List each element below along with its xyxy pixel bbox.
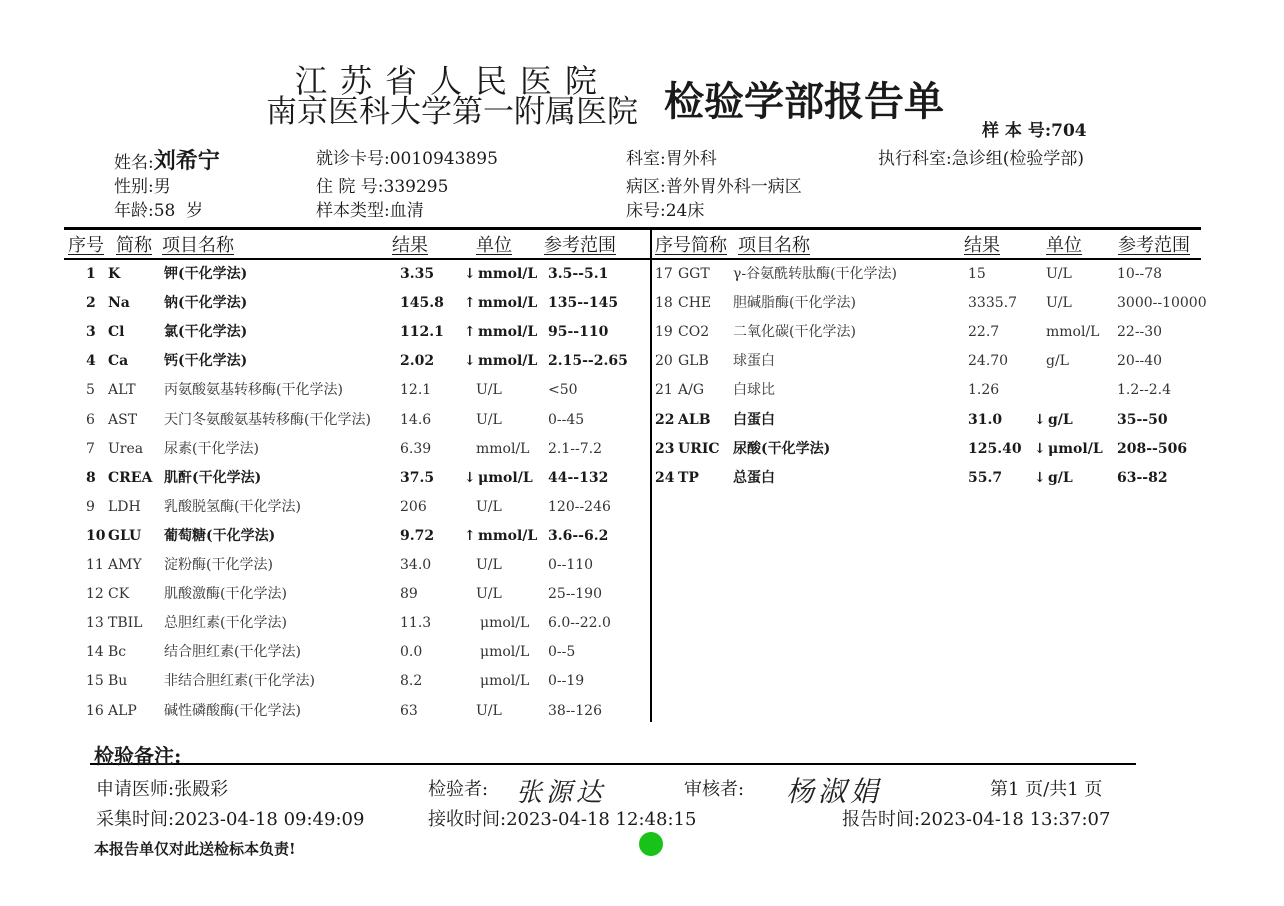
row-flag: ↓ — [464, 266, 476, 282]
row-result: 3335.7 — [968, 295, 1017, 312]
row-abbr: CHE — [678, 295, 712, 312]
bed-number: 床号:24床 — [626, 201, 705, 221]
row-abbr: Bc — [108, 644, 127, 661]
remark-rule — [90, 763, 1136, 765]
row-range: 135--145 — [548, 295, 619, 312]
row-abbr: CK — [108, 586, 130, 603]
row-range: 10--78 — [1117, 266, 1163, 282]
row-item-name: 总胆红素(干化学法) — [164, 615, 287, 632]
row-flag: ↑ — [464, 527, 476, 544]
patient-name-row — [114, 149, 220, 175]
row-abbr: Na — [108, 295, 130, 312]
row-abbr: GLU — [108, 527, 142, 544]
row-unit: g/L — [1048, 411, 1073, 428]
column-divider — [650, 230, 652, 722]
row-unit: U/L — [476, 382, 502, 399]
row-range: 208--506 — [1117, 440, 1188, 457]
patient-gender: 性别:男 — [114, 177, 171, 197]
header-result-right: 结果 — [964, 235, 1000, 256]
receive-time: 接收时间:2023-04-18 12:48:15 — [428, 809, 697, 830]
row-range: 0--110 — [548, 557, 594, 573]
patient-age: 年龄:58 岁 — [114, 201, 204, 221]
row-flag: ↓ — [464, 469, 476, 486]
admission-number: 住 院 号:339295 — [316, 177, 449, 197]
row-number: 2 — [86, 295, 96, 312]
patient-name-label: 姓名: — [114, 153, 154, 173]
row-unit: μmol/L — [1048, 440, 1103, 457]
row-range: 25--190 — [548, 586, 602, 603]
row-abbr: Ca — [108, 353, 129, 370]
report-title: 检验学部报告单 — [664, 78, 944, 125]
green-marker-dot — [639, 832, 663, 856]
row-result: 15 — [968, 266, 986, 282]
disclaimer: 本报告单仅对此送检标本负责! — [94, 840, 296, 858]
row-item-name: 肌酐(干化学法) — [164, 469, 262, 486]
row-number: 20 — [655, 353, 673, 370]
row-result: 14.6 — [400, 411, 432, 428]
row-unit: U/L — [1046, 295, 1072, 312]
patient-name: 刘希宁 — [153, 148, 220, 174]
row-number: 14 — [86, 644, 104, 661]
row-result: 206 — [400, 498, 427, 515]
row-range: 6.0--22.0 — [548, 615, 611, 632]
row-result: 8.2 — [400, 673, 423, 690]
row-range: <50 — [548, 382, 578, 399]
row-abbr: URIC — [678, 440, 720, 457]
row-range: 63--82 — [1117, 469, 1168, 486]
row-unit: mmol/L — [478, 266, 538, 282]
row-number: 19 — [655, 324, 673, 341]
row-abbr: Bu — [108, 673, 128, 690]
department: 科室:胃外科 — [626, 149, 717, 169]
row-number: 10 — [86, 527, 106, 544]
row-range: 22--30 — [1117, 324, 1163, 341]
card-number: 就诊卡号:0010943895 — [316, 149, 498, 169]
row-number: 13 — [86, 615, 104, 632]
header-item: 项目名称 — [162, 235, 234, 256]
row-unit: U/L — [476, 498, 502, 515]
row-item-name: 氯(干化学法) — [164, 324, 248, 341]
row-unit: U/L — [476, 557, 502, 573]
row-number: 15 — [86, 673, 104, 690]
page-info: 第1 页/共1 页 — [990, 779, 1103, 800]
row-abbr: GGT — [678, 266, 710, 282]
row-abbr: Urea — [108, 440, 144, 457]
row-abbr: Cl — [108, 324, 125, 341]
row-abbr: ALP — [108, 702, 137, 719]
header-abbr: 简称 — [116, 235, 152, 256]
row-abbr: GLB — [678, 353, 709, 370]
row-result: 63 — [400, 702, 418, 719]
row-unit: mmol/L — [478, 353, 538, 370]
row-range: 3.5--5.1 — [548, 266, 609, 282]
row-item-name: 淀粉酶(干化学法) — [164, 557, 273, 573]
row-number: 5 — [86, 382, 95, 399]
header-no-abbr-right: 序号简称 — [655, 235, 727, 256]
row-unit: mmol/L — [478, 295, 538, 312]
row-abbr: TBIL — [108, 615, 143, 632]
row-abbr: K — [108, 266, 121, 282]
row-abbr: A/G — [678, 382, 705, 399]
row-unit: mmol/L — [1046, 324, 1100, 341]
row-item-name: 丙氨酸氨基转移酶(干化学法) — [164, 382, 343, 399]
row-item-name: 白球比 — [733, 382, 775, 399]
row-result: 125.40 — [968, 440, 1022, 457]
row-abbr: AST — [108, 411, 138, 428]
row-number: 7 — [86, 440, 95, 457]
row-result: 145.8 — [400, 295, 444, 312]
header-range-right: 参考范围 — [1118, 235, 1190, 256]
row-flag: ↑ — [464, 295, 476, 312]
row-range: 3000--10000 — [1117, 295, 1207, 312]
row-number: 11 — [86, 557, 104, 573]
row-number: 16 — [86, 702, 104, 719]
row-number: 4 — [86, 353, 96, 370]
row-unit: g/L — [1046, 353, 1069, 370]
row-number: 17 — [655, 266, 673, 282]
row-item-name: 乳酸脱氢酶(干化学法) — [164, 498, 301, 515]
collect-time: 采集时间:2023-04-18 09:49:09 — [96, 809, 365, 830]
row-unit: U/L — [476, 411, 502, 428]
row-result: 34.0 — [400, 557, 432, 573]
row-result: 11.3 — [400, 615, 432, 632]
row-flag: ↓ — [1034, 411, 1046, 428]
row-result: 12.1 — [400, 382, 432, 399]
row-range: 3.6--6.2 — [548, 527, 609, 544]
row-unit: μmol/L — [480, 615, 530, 632]
row-result: 22.7 — [968, 324, 1000, 341]
row-number: 8 — [86, 469, 96, 486]
row-item-name: 钠(干化学法) — [164, 295, 248, 312]
row-result: 89 — [400, 586, 418, 603]
row-result: 55.7 — [968, 469, 1003, 486]
row-result: 9.72 — [400, 527, 435, 544]
row-item-name: γ-谷氨酰转肽酶(干化学法) — [733, 266, 898, 282]
row-range: 0--19 — [548, 673, 585, 690]
header-no: 序号 — [68, 235, 104, 256]
reviewer-signature: 杨淑娟 — [786, 775, 883, 808]
row-flag: ↓ — [1034, 440, 1046, 457]
row-range: 35--50 — [1117, 411, 1168, 428]
row-item-name: 葡萄糖(干化学法) — [164, 527, 276, 544]
row-item-name: 结合胆红素(干化学法) — [164, 644, 301, 661]
row-unit: μmol/L — [480, 644, 530, 661]
row-range: 120--246 — [548, 498, 611, 515]
row-flag: ↑ — [464, 324, 476, 341]
header-result: 结果 — [392, 235, 428, 256]
ward: 病区:普外胃外科一病区 — [626, 177, 802, 197]
row-number: 3 — [86, 324, 96, 341]
row-unit: mmol/L — [478, 527, 538, 544]
hospital-name-line1: 江苏省人民医院 — [295, 62, 611, 100]
row-item-name: 总蛋白 — [733, 469, 775, 486]
row-unit: g/L — [1048, 469, 1073, 486]
row-range: 20--40 — [1117, 353, 1163, 370]
hospital-name-line2: 南京医科大学第一附属医院 — [266, 94, 638, 130]
row-range: 0--45 — [548, 411, 585, 428]
exec-department: 执行科室:急诊组(检验学部) — [878, 149, 1084, 169]
row-range: 95--110 — [548, 324, 609, 341]
row-item-name: 尿酸(干化学法) — [733, 440, 831, 457]
header-unit: 单位 — [476, 235, 512, 256]
row-abbr: CO2 — [678, 324, 710, 341]
row-number: 18 — [655, 295, 673, 312]
row-result: 37.5 — [400, 469, 435, 486]
row-number: 24 — [655, 469, 675, 486]
row-number: 23 — [655, 440, 675, 457]
row-item-name: 二氧化碳(干化学法) — [733, 324, 856, 341]
row-item-name: 碱性磷酸酶(干化学法) — [164, 702, 301, 719]
report-time: 报告时间:2023-04-18 13:37:07 — [842, 809, 1111, 830]
row-result: 2.02 — [400, 353, 435, 370]
row-unit: U/L — [476, 702, 502, 719]
row-range: 0--5 — [548, 644, 576, 661]
row-range: 38--126 — [548, 702, 602, 719]
row-item-name: 白蛋白 — [733, 411, 775, 428]
row-item-name: 肌酸激酶(干化学法) — [164, 586, 287, 603]
row-number: 6 — [86, 411, 95, 428]
row-number: 12 — [86, 586, 104, 603]
row-range: 1.2--2.4 — [1117, 382, 1171, 399]
row-item-name: 尿素(干化学法) — [164, 440, 259, 457]
row-result: 3.35 — [400, 266, 435, 282]
reviewer-label: 审核者: — [684, 779, 745, 800]
sample-type: 样本类型:血清 — [316, 201, 424, 221]
requesting-doctor: 申请医师:张殿彩 — [96, 779, 229, 800]
header-unit-right: 单位 — [1046, 235, 1082, 256]
row-unit: U/L — [476, 586, 502, 603]
row-item-name: 天门冬氨酸氨基转移酶(干化学法) — [164, 411, 371, 428]
row-number: 1 — [86, 266, 96, 282]
row-item-name: 钙(干化学法) — [164, 353, 248, 370]
row-abbr: TP — [678, 469, 699, 486]
row-item-name: 钾(干化学法) — [164, 266, 248, 282]
row-unit: U/L — [1046, 266, 1072, 282]
row-result: 31.0 — [968, 411, 1003, 428]
row-abbr: LDH — [108, 498, 141, 515]
header-item-right: 项目名称 — [738, 235, 810, 256]
row-unit: mmol/L — [478, 324, 538, 341]
row-result: 6.39 — [400, 440, 432, 457]
row-abbr: ALT — [108, 382, 136, 399]
header-range: 参考范围 — [544, 235, 616, 256]
tester-label: 检验者: — [428, 779, 489, 800]
row-range: 44--132 — [548, 469, 609, 486]
row-result: 24.70 — [968, 353, 1009, 370]
row-item-name: 球蛋白 — [733, 353, 775, 370]
row-unit: mmol/L — [476, 440, 530, 457]
row-number: 21 — [655, 382, 673, 399]
row-abbr: ALB — [678, 411, 711, 428]
row-number: 9 — [86, 498, 95, 515]
remark-label: 检验备注: — [94, 744, 182, 768]
row-range: 2.15--2.65 — [548, 353, 628, 370]
row-number: 22 — [655, 411, 675, 428]
row-unit: μmol/L — [480, 673, 530, 690]
row-item-name: 胆碱脂酶(干化学法) — [733, 295, 856, 312]
row-unit: μmol/L — [478, 469, 533, 486]
row-abbr: AMY — [108, 557, 142, 573]
row-flag: ↓ — [464, 353, 476, 370]
row-abbr: CREA — [108, 469, 153, 486]
row-flag: ↓ — [1034, 469, 1046, 486]
row-item-name: 非结合胆红素(干化学法) — [164, 673, 315, 690]
sample-number: 样 本 号:704 — [982, 121, 1087, 141]
row-range: 2.1--7.2 — [548, 440, 602, 457]
row-result: 1.26 — [968, 382, 1000, 399]
row-result: 0.0 — [400, 644, 423, 661]
row-result: 112.1 — [400, 324, 444, 341]
tester-signature: 张源达 — [516, 778, 607, 808]
table-top-rule — [64, 227, 1201, 230]
